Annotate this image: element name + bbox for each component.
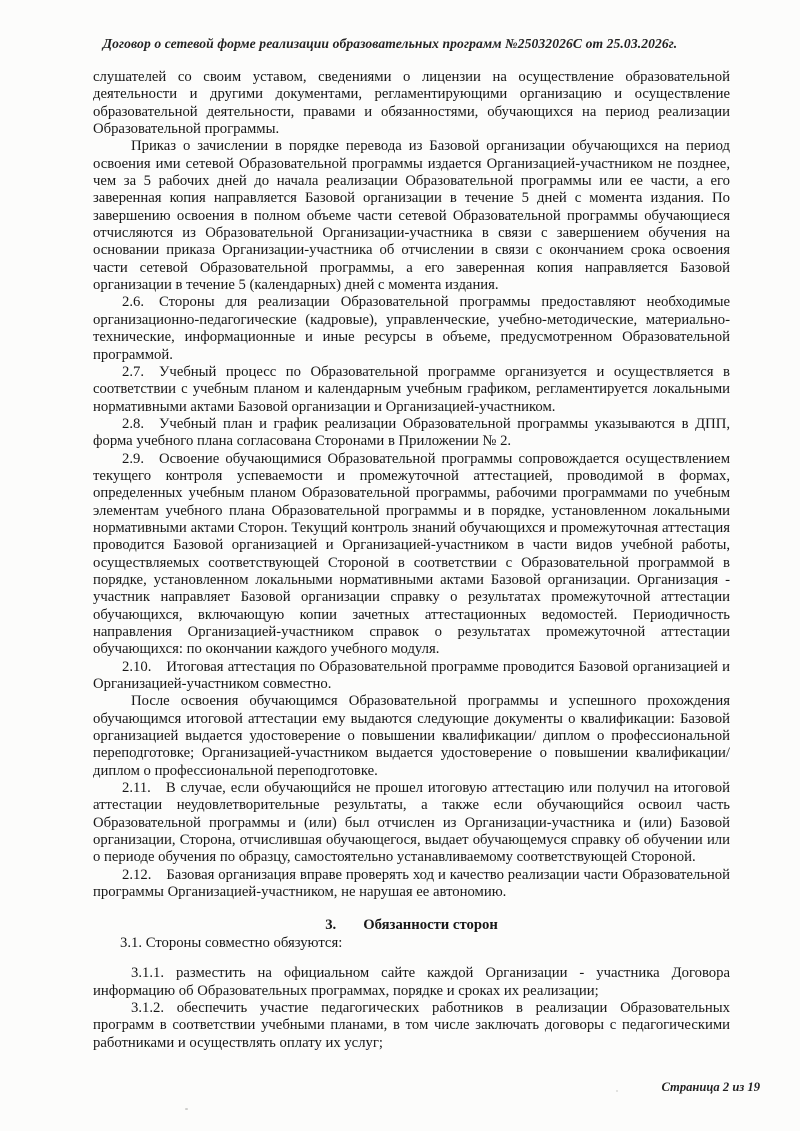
scan-artifact-speck — [185, 1108, 188, 1110]
paragraph-continuation: слушателей со своим уставом, сведениями о лицензии на осуществление образовательной деятельности и другими документами, регламентирующими организацию и осуществление образовательной деятельности, правами и обязанностями, обучающихся на период реализации Образовательной программы. — [93, 69, 730, 138]
paragraph-qualification-documents: После освоения обучающимся Образовательной программы и успешного прохождения обучающимся итоговой аттестации ему выдаются следующие документы о квалификации: Базовой организацией выдается удостоверение о повышении квалификации/ диплом о профессиональной переподготовке; Организацией-участником выдается удостоверение о повышении квалификации/ диплом о профессиональной переподготовке. — [93, 693, 730, 779]
section-number: 3. — [325, 916, 337, 933]
clause-2-8 — [93, 416, 730, 451]
clause-text: Освоение обучающимися Образовательной программы сопровождается осуществлением текущего контроля успеваемости и промежуточной аттестацией, проводимой в формах, определенных учебным планом Образовательной программы, рабочими программами по учебным элементам учебного плана Образовательной программы и в порядке, установленном локальными нормативными актами Сторон. Текущий контроль знаний обучающихся и промежуточная аттестация проводится Базовой организацией и Организацией-участником в части видов учебной работы, осуществляемых соответствующей Стороной в соответствии с Образовательной программой в порядке, установленном локальными нормативными актами Базовой организации. Организация - участник направляет Базовой организации справку о результатах промежуточной аттестации обучающихся, включающую копии зачетных аттестационных ведомостей. Периодичность направления Организацией-участником справок о результатах промежуточной аттестации обучающихся: по окончании каждого учебного модуля. — [93, 450, 730, 658]
section-title: Обязанности сторон — [363, 916, 498, 933]
clause-text: В случае, если обучающийся не прошел итоговую аттестацию или получил на итоговой аттестации неудовлетворительные результаты, а также если обучающийся освоил часть Образовательной программы и (или) был отчислен из Организации-участника и (или) Базовой организации, Сторона, отчислившая обучающегося, выдает обучающемуся справку об обучении или о периоде обучения по образцу, самостоятельно устанавливаемому соответствующей Стороной. — [93, 780, 730, 866]
paragraph-3-1-2: 3.1.2. обеспечить участие педагогических работников в реализации Образовательных программ в соответствии учебными планами, в том числе заключать договоры с педагогическими работниками и осуществлять оплату их услуг; — [93, 999, 730, 1051]
clause-2-6 — [93, 294, 730, 363]
clause-number: 2.11. — [122, 780, 151, 797]
section-3-heading — [93, 917, 730, 934]
paragraph-3-1: 3.1. Стороны совместно обязуются: — [120, 934, 343, 951]
page-number-footer: Страница 2 из 19 — [661, 1080, 760, 1094]
clause-number: 2.12. — [122, 866, 152, 883]
clause-2-11 — [93, 780, 730, 867]
paragraph-enrollment-order: Приказ о зачислении в порядке перевода из Базовой организации обучающихся на период освоения ими сетевой Образовательной программы издается Организацией-участником не позднее, чем за 5 рабочих дней до начала реализации Образовательной программы или ее части, а его заверенная копия направляется Базовой организации в течение 5 дней с момента издания. По завершению освоения в полном объеме части сетевой Образовательной программы обучающиеся отчисляются из Образовательной Организации-участника в связи с завершением обучения на основании приказа Организации-участника об отчислении в связи с окончанием срока освоения части сетевой Образовательной программы, а его заверенная копия направляется Базовой организации в течение 5 (календарных) дней с момента издания. — [93, 138, 730, 294]
clause-number: 2.9. — [122, 450, 145, 467]
clause-text: Стороны для реализации Образовательной программы предоставляют необходимые организационно-педагогические (кадровые), управленческие, учебно-методические, материально-технические, информационные и иные ресурсы в объеме, предусмотренном Образовательной программой. — [93, 294, 730, 363]
paragraph-3-1-1: 3.1.1. разместить на официальном сайте каждой Организации - участника Договора информацию об Образовательных программах, порядке и сроках их реализации; — [93, 965, 730, 999]
clause-2-7 — [93, 364, 730, 416]
clause-text: Базовая организация вправе проверять ход и качество реализации части Образовательной программы Организацией-участником, не нарушая ее автономию. — [93, 866, 730, 901]
clause-number: 2.6. — [122, 294, 145, 311]
clause-2-10 — [93, 659, 730, 694]
clause-text: Итоговая аттестация по Образовательной программе проводится Базовой организацией и Организацией-участником совместно. — [93, 658, 730, 693]
clause-number: 2.7. — [122, 363, 145, 380]
clause-number: 2.8. — [122, 415, 145, 432]
clause-text: Учебный процесс по Образовательной программе организуется и осуществляется в соответствии с учебным планом и календарным учебным графиком, регламентируется локальными нормативными актами Базовой организации и Организацией-участником. — [93, 363, 730, 415]
clause-2-9 — [93, 451, 730, 659]
scan-artifact-speck — [616, 1090, 618, 1092]
clause-number: 2.10. — [122, 658, 152, 675]
clause-2-12 — [93, 867, 730, 902]
clause-text: Учебный план и график реализации Образовательной программы указываются в ДПП, форма учебного плана согласована Сторонами в Приложении № 2. — [93, 415, 730, 450]
document-header-title: Договор о сетевой форме реализации образовательных программ №25032026С от 25.03.2026г. — [102, 36, 678, 51]
document-body — [93, 69, 730, 1052]
